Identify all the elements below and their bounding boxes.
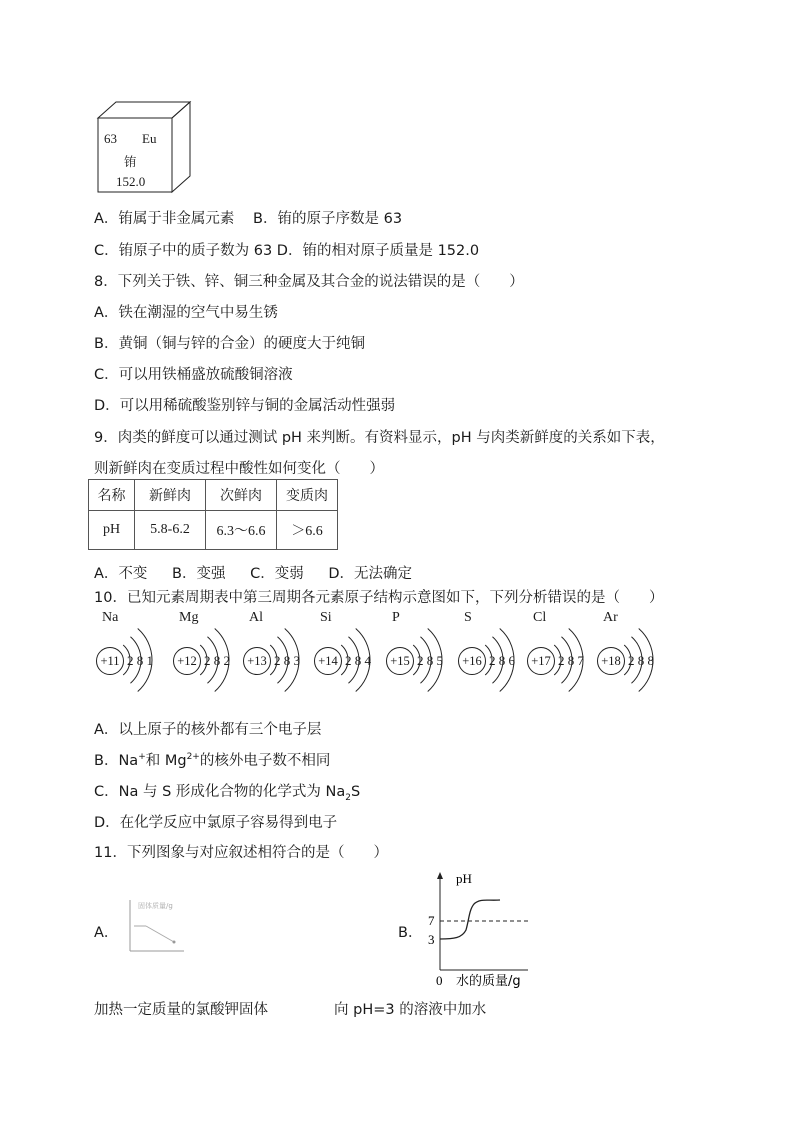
q10-option-b-text1: B．Na bbox=[94, 753, 139, 769]
q10-option-c-text2: S bbox=[350, 784, 361, 800]
element-card bbox=[96, 100, 192, 194]
element-number: 63 bbox=[104, 131, 117, 146]
q9-option-b: B．变强 bbox=[172, 566, 226, 582]
ph-freshness-table bbox=[88, 479, 338, 550]
q9-stem-line2: 则新鲜肉在变质过程中酸性如何变化（ ） bbox=[94, 461, 384, 477]
electron-shell-arc bbox=[215, 628, 229, 691]
electron-shell-arc bbox=[130, 637, 141, 684]
q11-option-a-label: A． bbox=[94, 925, 119, 941]
q9-options bbox=[94, 562, 412, 583]
electron-shell-arc bbox=[270, 645, 277, 675]
graph-b-y-arrow bbox=[437, 872, 443, 879]
atom-shell-electrons: 2 8 5 bbox=[417, 653, 443, 668]
atom-shell-electrons: 2 8 2 bbox=[204, 653, 230, 668]
q8-option-c: C．可以用铁桶盛放硫酸铜溶液 bbox=[94, 367, 293, 383]
atom-shell-electrons: 2 8 7 bbox=[558, 653, 584, 668]
atom-nucleus: +18 bbox=[597, 647, 625, 675]
q10-stem: 10．已知元素周期表中第三周期各元素原子结构示意图如下，下列分析错误的是（ ） bbox=[94, 590, 664, 606]
q8-stem: 8．下列关于铁、锌、铜三种金属及其合金的说法错误的是（ ） bbox=[94, 274, 524, 290]
electron-shell-arc bbox=[492, 637, 503, 684]
table-cell-fresh: 5.8-6.2 bbox=[135, 511, 206, 550]
atom-nucleus: +11 bbox=[96, 647, 124, 675]
electron-shell-arc bbox=[356, 628, 370, 691]
atom-diagram bbox=[243, 610, 323, 700]
atom-symbol: Al bbox=[249, 610, 263, 625]
atom-symbol: P bbox=[392, 610, 400, 625]
q9-option-d: D．无法确定 bbox=[328, 566, 412, 582]
q10-option-b bbox=[94, 749, 330, 770]
atom-shell-electrons: 2 8 6 bbox=[489, 653, 515, 668]
q7-option-a: A．铕属于非金属元素 bbox=[94, 211, 235, 227]
atom-shell-electrons: 2 8 1 bbox=[127, 653, 153, 668]
q11-option-b-label: B． bbox=[398, 925, 423, 941]
graph-b-tick-7: 7 bbox=[428, 913, 435, 928]
q9-option-c: C．变弱 bbox=[250, 566, 304, 582]
electron-shell-arc bbox=[138, 628, 152, 691]
atom-diagram bbox=[314, 610, 394, 700]
electron-shell-arcs bbox=[330, 615, 394, 705]
electron-shell-arc bbox=[428, 628, 442, 691]
element-symbol: Eu bbox=[142, 131, 157, 146]
q10-option-b-charge1: + bbox=[138, 752, 146, 763]
table-header-row bbox=[89, 480, 338, 511]
table-cell-second: 6.3～6.6 bbox=[206, 511, 277, 550]
atom-symbol: Na bbox=[102, 610, 119, 625]
electron-shell-arcs bbox=[112, 615, 176, 705]
graph-b-ylabel: pH bbox=[456, 871, 472, 886]
electron-shell-arcs bbox=[613, 615, 677, 705]
electron-shell-arc bbox=[639, 628, 653, 691]
atom-diagram bbox=[527, 610, 607, 700]
electron-shell-arc bbox=[277, 637, 288, 684]
q9-stem-line1: 9．肉类的鲜度可以通过测试 pH 来判断。有资料显示，pH 与肉类新鲜度的关系如下表， bbox=[94, 430, 665, 446]
graph-b bbox=[424, 868, 534, 990]
graph-a-caption: 加热一定质量的氯酸钾固体 bbox=[94, 1002, 268, 1018]
atom-symbol: Si bbox=[320, 610, 332, 625]
electron-shell-arc bbox=[413, 645, 420, 675]
element-name: 铕 bbox=[124, 154, 137, 169]
graph-a-falling-segment bbox=[146, 926, 174, 942]
table-header-spoiled: 变质肉 bbox=[277, 480, 338, 511]
q10-option-a: A．以上原子的核外都有三个电子层 bbox=[94, 722, 322, 738]
q8-option-a: A．铁在潮湿的空气中易生锈 bbox=[94, 305, 278, 321]
atom-symbol: Mg bbox=[179, 610, 199, 625]
q10-option-c-subscript: 2 bbox=[345, 792, 351, 803]
atom-diagram bbox=[597, 610, 677, 700]
atom-diagram bbox=[173, 610, 253, 700]
electron-shell-arc bbox=[341, 645, 348, 675]
electron-shell-arc bbox=[485, 645, 492, 675]
q7-option-b: B．铕的原子序数是 63 bbox=[253, 211, 403, 227]
table-cell-ph: pH bbox=[89, 511, 135, 550]
atom-nucleus: +17 bbox=[527, 647, 555, 675]
graph-b-curve bbox=[440, 900, 500, 939]
table-header-fresh: 新鲜肉 bbox=[135, 480, 206, 511]
atom-diagram bbox=[96, 610, 176, 700]
graph-b-caption: 向 pH=3 的溶液中加水 bbox=[334, 1002, 487, 1018]
atom-nucleus: +12 bbox=[173, 647, 201, 675]
q10-option-d: D．在化学反应中氯原子容易得到电子 bbox=[94, 815, 338, 831]
q7-option-d: D．铕的相对原子质量是 152.0 bbox=[276, 243, 480, 259]
atom-symbol: Cl bbox=[533, 610, 547, 625]
electron-shell-arc bbox=[285, 628, 299, 691]
atom-shell-electrons: 2 8 8 bbox=[628, 653, 654, 668]
electron-shell-arc bbox=[569, 628, 583, 691]
q10-option-b-charge2: 2+ bbox=[186, 752, 200, 763]
electron-shell-arc bbox=[624, 645, 631, 675]
table-row bbox=[89, 511, 338, 550]
atom-diagram bbox=[386, 610, 466, 700]
atom-shell-electrons: 2 8 3 bbox=[274, 653, 300, 668]
q7-row1 bbox=[94, 207, 402, 228]
q10-option-b-text3: 的核外电子数不相同 bbox=[199, 753, 331, 769]
electron-shell-arc bbox=[500, 628, 514, 691]
atom-diagram bbox=[458, 610, 538, 700]
atom-nucleus: +13 bbox=[243, 647, 271, 675]
q11-stem: 11．下列图象与对应叙述相符合的是（ ） bbox=[94, 845, 388, 861]
atom-symbol: S bbox=[464, 610, 472, 625]
table-cell-spoiled: ＞6.6 bbox=[277, 511, 338, 550]
element-mass: 152.0 bbox=[116, 174, 146, 189]
table-header-name: 名称 bbox=[89, 480, 135, 511]
q9-option-a: A．不变 bbox=[94, 566, 148, 582]
graph-a-ylabel: 固体质量/g bbox=[138, 902, 173, 910]
q10-option-c bbox=[94, 780, 360, 803]
q7-row2 bbox=[94, 239, 479, 260]
graph-a-end-point bbox=[173, 941, 176, 944]
atom-nucleus: +14 bbox=[314, 647, 342, 675]
electron-shell-arc bbox=[123, 645, 130, 675]
atom-nucleus: +16 bbox=[458, 647, 486, 675]
graph-a-thumbnail bbox=[124, 896, 186, 956]
q8-option-b: B．黄铜（铜与锌的合金）的硬度大于纯铜 bbox=[94, 336, 365, 352]
atom-shell-electrons: 2 8 4 bbox=[345, 653, 371, 668]
electron-shell-arc bbox=[561, 637, 572, 684]
q10-option-b-text2: 和 Mg bbox=[145, 753, 187, 769]
atom-nucleus: +15 bbox=[386, 647, 414, 675]
table-header-second: 次鲜肉 bbox=[206, 480, 277, 511]
electron-shell-arc bbox=[420, 637, 431, 684]
electron-shell-arc bbox=[348, 637, 359, 684]
electron-shell-arc bbox=[631, 637, 642, 684]
electron-shell-arcs bbox=[402, 615, 466, 705]
graph-b-origin: 0 bbox=[436, 973, 443, 988]
q7-option-c: C．铕原子中的质子数为 63 bbox=[94, 243, 273, 259]
graph-b-tick-3: 3 bbox=[428, 932, 435, 947]
q8-option-d: D．可以用稀硫酸鉴别锌与铜的金属活动性强弱 bbox=[94, 398, 396, 414]
atom-symbol: Ar bbox=[603, 610, 618, 625]
electron-shell-arc bbox=[200, 645, 207, 675]
electron-shell-arc bbox=[554, 645, 561, 675]
graph-b-xlabel: 水的质量/g bbox=[456, 974, 521, 989]
q10-option-c-text1: C．Na 与 S 形成化合物的化学式为 Na bbox=[94, 784, 346, 800]
electron-shell-arc bbox=[207, 637, 218, 684]
